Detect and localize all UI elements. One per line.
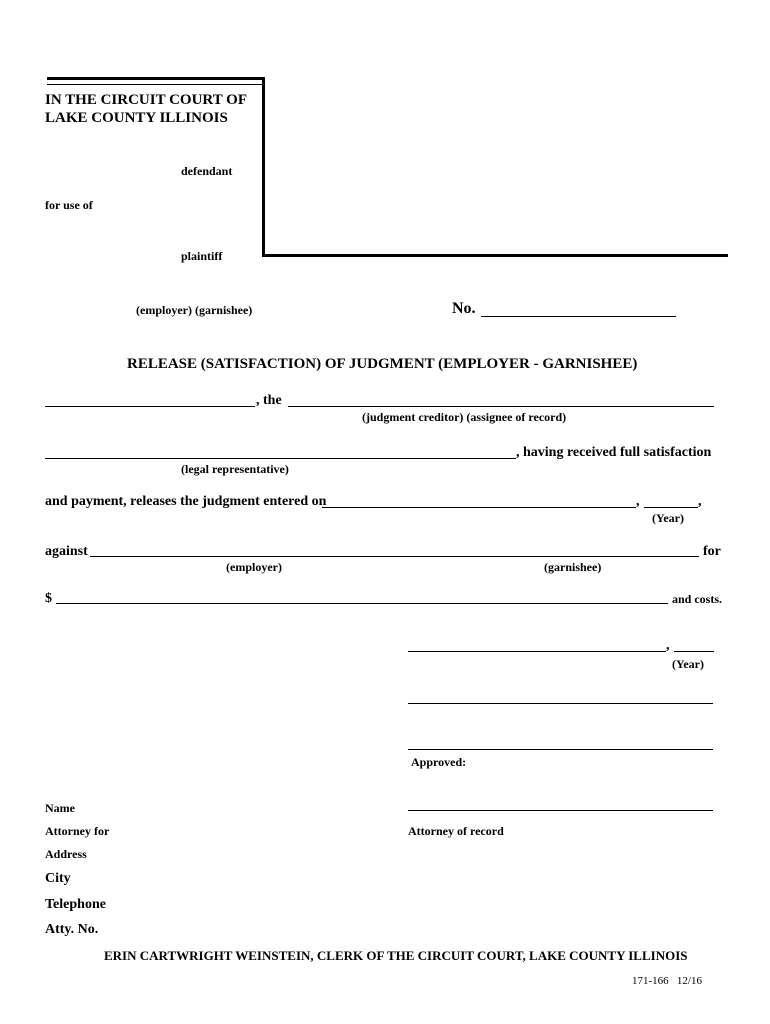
approved-label: Approved:	[411, 755, 467, 769]
caption-vertical-rule	[262, 77, 265, 257]
caption-horizontal-rule	[262, 254, 728, 257]
legal-representative-field[interactable]	[45, 458, 516, 459]
attorney-for-label: Attorney for	[45, 824, 110, 838]
caption-top-rule-thin	[47, 84, 263, 85]
case-number-label: No.	[452, 300, 476, 317]
judgment-year-field[interactable]	[644, 507, 698, 508]
clerk-footer: ERIN CARTWRIGHT WEINSTEIN, CLERK OF THE CIRCUIT COURT, LAKE COUNTY ILLINOIS	[104, 948, 688, 963]
for-label: for	[703, 544, 721, 559]
employer-caption: (employer)	[226, 560, 282, 574]
court-name-line-1: IN THE CIRCUIT COURT OF	[45, 92, 248, 108]
document-title: RELEASE (SATISFACTION) OF JUDGMENT (EMPLOYER - GARNISHEE)	[127, 356, 638, 372]
form-number: 171-166 12/16	[632, 975, 702, 987]
signature-year-caption: (Year)	[672, 657, 704, 671]
address-label: Address	[45, 847, 87, 861]
defendant-label: defendant	[181, 164, 233, 178]
date-comma: ,	[636, 494, 640, 509]
attorney-of-record-signature-line[interactable]	[408, 810, 713, 811]
against-label: against	[45, 544, 88, 559]
case-number-field[interactable]	[481, 316, 676, 317]
dollar-sign: $	[45, 591, 52, 606]
payment-releases-label: and payment, releases the judgment entered on	[45, 494, 327, 509]
judgment-creditor-caption: (judgment creditor) (assignee of record)	[362, 410, 567, 424]
having-received-label: , having received full satisfaction	[516, 445, 712, 460]
city-label: City	[45, 871, 71, 886]
telephone-label: Telephone	[45, 897, 106, 912]
judgment-date-field[interactable]	[322, 507, 636, 508]
signature-date-comma: ,	[666, 638, 670, 653]
creditor-role-field[interactable]	[288, 406, 714, 407]
for-use-of-label: for use of	[45, 198, 93, 212]
caption-top-rule-thick	[47, 77, 265, 80]
plaintiff-label: plaintiff	[181, 249, 223, 263]
garnishee-caption: (garnishee)	[544, 560, 602, 574]
attorney-of-record-label: Attorney of record	[408, 824, 504, 838]
court-name-line-2: LAKE COUNTY ILLINOIS	[45, 110, 228, 126]
and-costs-label: and costs.	[672, 592, 723, 606]
name-label: Name	[45, 801, 75, 815]
against-field[interactable]	[90, 556, 699, 557]
judgment-year-caption: (Year)	[652, 511, 684, 525]
amount-field[interactable]	[56, 603, 668, 604]
year-comma: ,	[698, 494, 702, 509]
signature-year-field[interactable]	[674, 651, 714, 652]
employer-garnishee-label: (employer) (garnishee)	[136, 303, 253, 317]
the-label: , the	[256, 393, 282, 408]
signature-line-2[interactable]	[408, 749, 713, 750]
atty-no-label: Atty. No.	[45, 922, 99, 937]
creditor-name-field[interactable]	[45, 406, 255, 407]
signature-line-1[interactable]	[408, 703, 713, 704]
signature-date-field[interactable]	[408, 651, 666, 652]
legal-representative-caption: (legal representative)	[181, 462, 289, 476]
